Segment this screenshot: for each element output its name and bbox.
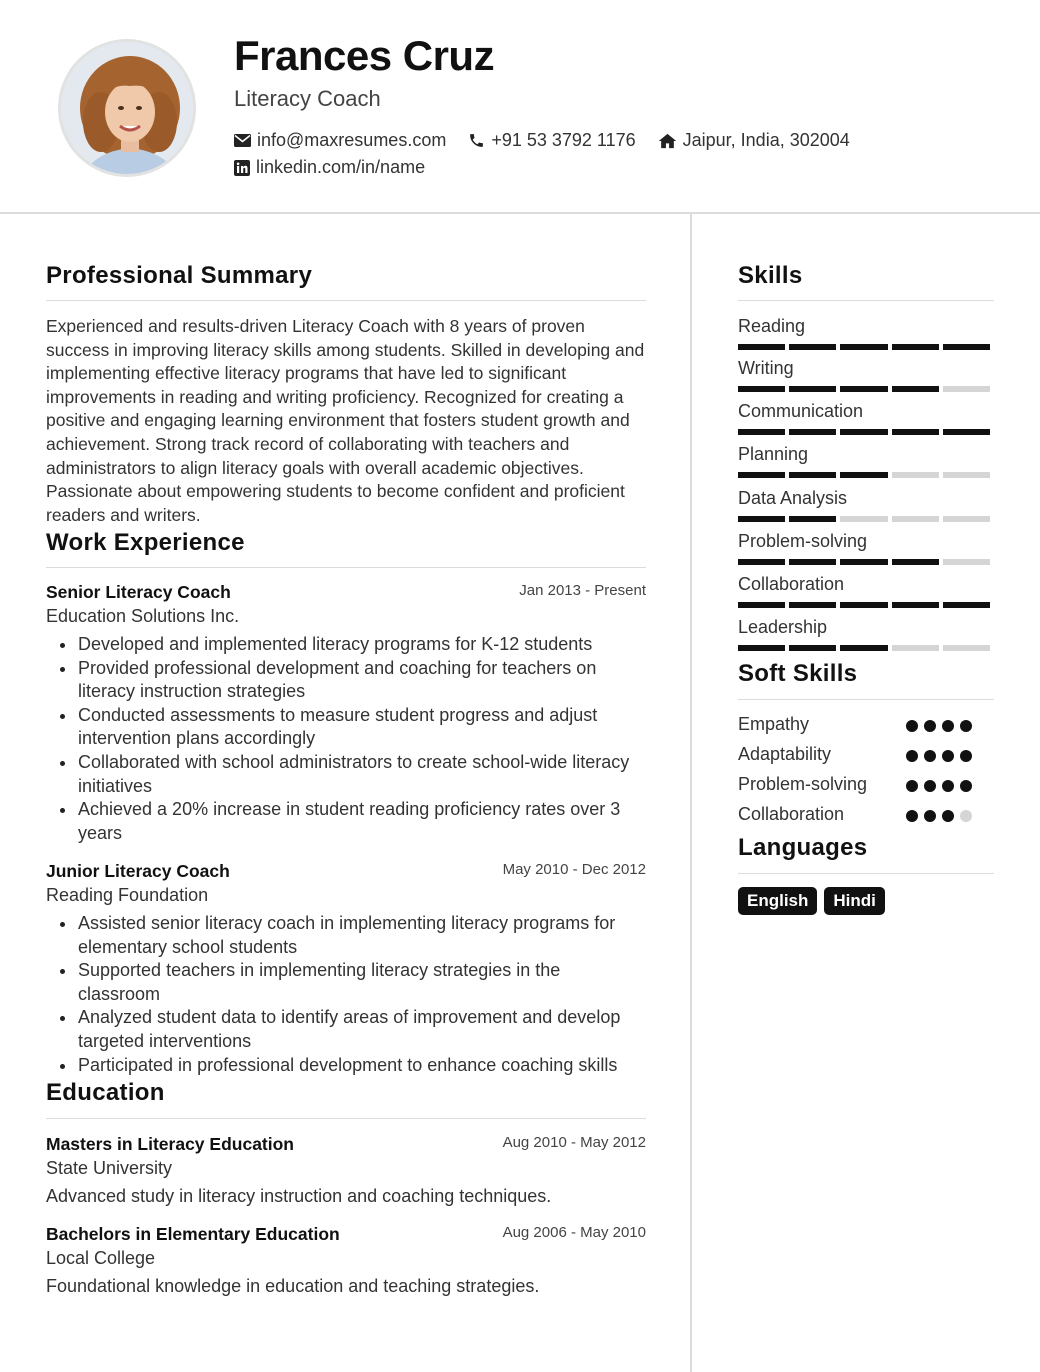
experience-rule — [46, 567, 646, 568]
rating-dot — [924, 720, 936, 732]
job-organization: Reading Foundation — [46, 885, 209, 905]
skill-item — [738, 316, 994, 350]
job-bullet: Supported teachers in implementing literacy strategies in the classroom — [46, 959, 646, 1006]
job-organization: Education Solutions Inc. — [46, 606, 240, 626]
skill-name: Writing — [738, 358, 794, 378]
soft-skill-rating — [906, 720, 978, 732]
language-tags — [738, 887, 892, 915]
job-dates: Jan 2013 - Present — [519, 582, 646, 599]
skill-bar-segment — [738, 602, 785, 608]
skill-item — [738, 574, 994, 608]
job-bullet: Participated in professional development to enhance coaching skills — [46, 1054, 646, 1078]
job-title: Senior Literacy Coach — [46, 582, 231, 602]
rating-dot — [906, 810, 918, 822]
job-bullet: Provided professional development and coaching for teachers on literacy instruction strategies — [46, 657, 646, 704]
languages-rule — [738, 873, 994, 874]
skill-level-bar — [738, 645, 994, 651]
skill-item — [738, 358, 994, 392]
skill-bar-segment — [789, 472, 836, 478]
skill-bar-segment — [840, 516, 887, 522]
skill-name: Leadership — [738, 617, 828, 637]
job-title: Junior Literacy Coach — [46, 861, 230, 881]
contact-email[interactable] — [234, 130, 446, 151]
school-name: State University — [46, 1158, 173, 1178]
candidate-name: Frances Cruz — [234, 32, 495, 79]
soft-skill-item — [738, 774, 994, 798]
skill-bar-segment — [943, 472, 990, 478]
job-dates: May 2010 - Dec 2012 — [502, 861, 646, 878]
skill-bar-segment — [789, 516, 836, 522]
contact-phone[interactable] — [468, 130, 635, 151]
rating-dot — [960, 750, 972, 762]
column-divider — [690, 214, 692, 1372]
profile-photo — [58, 39, 196, 177]
job-bullets — [46, 633, 646, 845]
job-entry — [46, 582, 646, 845]
skill-bar-segment — [840, 645, 887, 651]
skill-bar-segment — [892, 602, 939, 608]
skill-bar-segment — [943, 386, 990, 392]
soft-skill-name: Empathy — [738, 714, 810, 734]
school-name: Local College — [46, 1248, 156, 1268]
skill-bar-segment — [892, 429, 939, 435]
summary-heading: Professional Summary — [46, 262, 313, 289]
skill-bar-segment — [943, 344, 990, 350]
soft-skills-heading: Soft Skills — [738, 660, 858, 687]
skills-heading: Skills — [738, 262, 803, 289]
soft-skill-name: Collaboration — [738, 804, 845, 824]
skill-name: Planning — [738, 444, 809, 464]
linkedin-text: linkedin.com/in/name — [256, 157, 426, 177]
skill-bar-segment — [892, 386, 939, 392]
skill-item — [738, 444, 994, 478]
skill-bar-segment — [789, 344, 836, 350]
envelope-icon — [234, 134, 251, 147]
summary-rule — [46, 300, 646, 301]
skill-name: Problem-solving — [738, 531, 868, 551]
job-entry — [46, 861, 646, 1077]
soft-skill-name: Adaptability — [738, 744, 832, 764]
skill-level-bar — [738, 602, 994, 608]
contact-linkedin[interactable] — [234, 157, 425, 178]
skill-name: Communication — [738, 401, 864, 421]
phone-text: +91 53 3792 1176 — [491, 130, 636, 150]
education-entry — [46, 1224, 646, 1297]
avatar-image — [61, 42, 196, 177]
skill-bar-segment — [892, 559, 939, 565]
skill-item — [738, 401, 994, 435]
skill-bar-segment — [943, 559, 990, 565]
rating-dot — [942, 750, 954, 762]
skill-bar-segment — [738, 516, 785, 522]
soft-skill-item — [738, 804, 994, 828]
soft-skill-name: Problem-solving — [738, 774, 868, 794]
skills-rule — [738, 300, 994, 301]
education-entry — [46, 1134, 646, 1207]
skill-bar-segment — [840, 429, 887, 435]
location-text: Jaipur, India, 302004 — [682, 130, 850, 150]
skill-bar-segment — [892, 344, 939, 350]
skill-bar-segment — [840, 472, 887, 478]
skill-bar-segment — [789, 559, 836, 565]
degree-title: Bachelors in Elementary Education — [46, 1224, 340, 1244]
language-tag: Hindi — [824, 887, 885, 915]
rating-dot — [906, 780, 918, 792]
skill-name: Collaboration — [738, 574, 845, 594]
skill-bar-segment — [892, 645, 939, 651]
candidate-role: Literacy Coach — [234, 86, 381, 111]
skill-level-bar — [738, 472, 994, 478]
skill-bar-segment — [738, 429, 785, 435]
job-bullet: Assisted senior literacy coach in implementing literacy programs for elementary school students — [46, 912, 646, 959]
skill-level-bar — [738, 429, 994, 435]
rating-dot — [906, 720, 918, 732]
skill-name: Reading — [738, 316, 806, 336]
skill-level-bar — [738, 344, 994, 350]
skill-bar-segment — [789, 602, 836, 608]
linkedin-icon — [234, 160, 250, 176]
rating-dot — [924, 750, 936, 762]
summary-text: Experienced and results-driven Literacy Coach with 8 years of proven success in improving literacy skills among students. Skilled in developing and implementing effective literacy programs that have led to significant improvements in reading and writing proficiency. Recognized for creating a positive and engaging learning environment that fosters student growth and achievement. Strong track record of collaborating with teachers and administrators to align literacy goals with overall academic objectives. Passionate about empowering students to become confident and proficient readers and writers. — [46, 316, 645, 525]
job-bullet: Analyzed student data to identify areas of improvement and develop targeted interventions — [46, 1006, 646, 1053]
skill-bar-segment — [840, 344, 887, 350]
rating-dot — [942, 720, 954, 732]
education-description: Advanced study in literacy instruction and coaching techniques. — [46, 1186, 552, 1206]
soft-skill-rating — [906, 750, 978, 762]
job-bullets — [46, 912, 646, 1077]
skill-bar-segment — [943, 429, 990, 435]
skill-level-bar — [738, 386, 994, 392]
experience-heading: Work Experience — [46, 529, 245, 556]
job-bullet: Conducted assessments to measure student progress and adjust intervention plans accordingly — [46, 704, 646, 751]
skill-bar-segment — [738, 559, 785, 565]
rating-dot — [960, 780, 972, 792]
skill-name: Data Analysis — [738, 488, 848, 508]
contact-location — [658, 130, 850, 151]
rating-dot — [924, 810, 936, 822]
rating-dot — [960, 810, 972, 822]
skill-bar-segment — [789, 645, 836, 651]
skill-item — [738, 531, 994, 565]
home-icon — [658, 133, 677, 149]
skill-bar-segment — [840, 386, 887, 392]
skill-bar-segment — [943, 602, 990, 608]
skill-bar-segment — [789, 429, 836, 435]
job-bullet: Achieved a 20% increase in student reading proficiency rates over 3 years — [46, 798, 646, 845]
rating-dot — [942, 810, 954, 822]
degree-title: Masters in Literacy Education — [46, 1134, 294, 1154]
skill-bar-segment — [738, 472, 785, 478]
soft-skill-item — [738, 744, 994, 768]
education-rule — [46, 1118, 646, 1119]
rating-dot — [924, 780, 936, 792]
rating-dot — [960, 720, 972, 732]
education-dates: Aug 2006 - May 2010 — [502, 1224, 646, 1241]
skill-item — [738, 617, 994, 651]
skill-bar-segment — [892, 472, 939, 478]
languages-heading: Languages — [738, 834, 868, 861]
skill-bar-segment — [892, 516, 939, 522]
skill-bar-segment — [840, 602, 887, 608]
rating-dot — [906, 750, 918, 762]
phone-icon — [468, 132, 485, 149]
rating-dot — [942, 780, 954, 792]
education-heading: Education — [46, 1079, 165, 1106]
contact-row-primary — [234, 130, 872, 151]
skill-level-bar — [738, 559, 994, 565]
skill-bar-segment — [738, 645, 785, 651]
email-text: info@maxresumes.com — [257, 130, 447, 150]
soft-skills-rule — [738, 699, 994, 700]
skill-bar-segment — [738, 386, 785, 392]
skill-bar-segment — [738, 344, 785, 350]
education-dates: Aug 2010 - May 2012 — [502, 1134, 646, 1151]
skill-item — [738, 488, 994, 522]
soft-skill-item — [738, 714, 994, 738]
job-bullet: Collaborated with school administrators to create school-wide literacy initiatives — [46, 751, 646, 798]
soft-skill-rating — [906, 780, 978, 792]
soft-skill-rating — [906, 810, 978, 822]
education-description: Foundational knowledge in education and teaching strategies. — [46, 1276, 540, 1296]
contact-row-secondary — [234, 157, 447, 178]
skill-level-bar — [738, 516, 994, 522]
skill-bar-segment — [840, 559, 887, 565]
job-bullet: Developed and implemented literacy programs for K-12 students — [46, 633, 646, 657]
resume-header — [0, 0, 1040, 214]
skill-bar-segment — [943, 516, 990, 522]
skill-bar-segment — [943, 645, 990, 651]
skill-bar-segment — [789, 386, 836, 392]
language-tag: English — [738, 887, 817, 915]
